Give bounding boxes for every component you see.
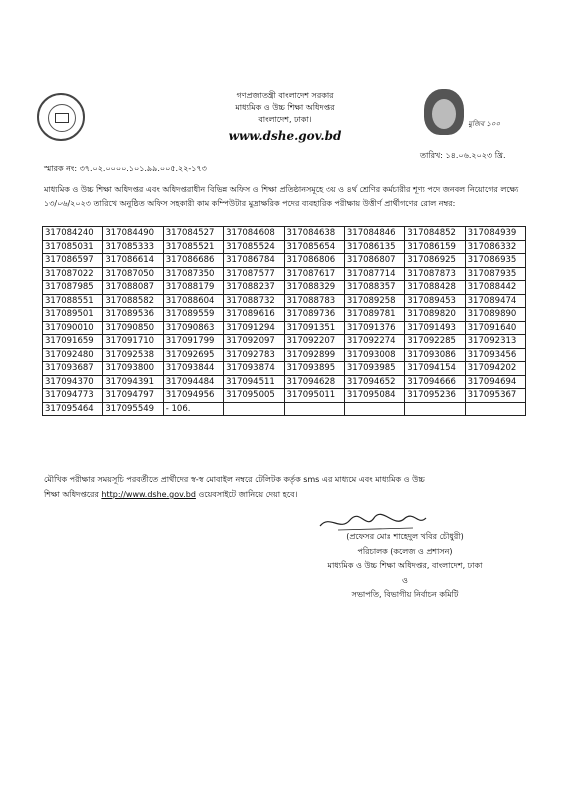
roll-cell: 317092480 bbox=[43, 348, 103, 362]
roll-cell: 317088179 bbox=[163, 281, 223, 295]
roll-cell: 317088329 bbox=[284, 281, 344, 295]
roll-cell: 317094484 bbox=[163, 375, 223, 389]
table-row bbox=[43, 362, 526, 376]
roll-cell: 317094391 bbox=[103, 375, 163, 389]
roll-cell: 317092313 bbox=[465, 335, 525, 349]
roll-cell: 317091799 bbox=[163, 335, 223, 349]
roll-cell: 317092695 bbox=[163, 348, 223, 362]
roll-cell: 317086806 bbox=[284, 254, 344, 268]
table-row bbox=[43, 267, 526, 281]
roll-cell: 317091640 bbox=[465, 321, 525, 335]
roll-cell: 317095236 bbox=[405, 389, 465, 403]
roll-cell: 317089474 bbox=[465, 294, 525, 308]
table-row bbox=[43, 227, 526, 241]
roll-cell: 317091659 bbox=[43, 335, 103, 349]
roll-cell: 317087617 bbox=[284, 267, 344, 281]
roll-cell: 317086159 bbox=[405, 240, 465, 254]
roll-cell: 317090010 bbox=[43, 321, 103, 335]
roll-cell: 317095005 bbox=[224, 389, 284, 403]
roll-cell: 317093800 bbox=[103, 362, 163, 376]
roll-cell: 317091294 bbox=[224, 321, 284, 335]
roll-cell: 317084852 bbox=[405, 227, 465, 241]
footer-text-1b: এর মাধ্যমে এবং মাধ্যমিক ও উচ্চ bbox=[319, 475, 425, 484]
roll-cell: 317093687 bbox=[43, 362, 103, 376]
table-row bbox=[43, 402, 526, 416]
roll-cell: 317091351 bbox=[284, 321, 344, 335]
roll-cell: 317085524 bbox=[224, 240, 284, 254]
roll-cell: 317084240 bbox=[43, 227, 103, 241]
signatory-role: সভাপতি, বিভাগীয় নির্বাচন কমিটি bbox=[351, 590, 459, 599]
roll-cell: 317087714 bbox=[344, 267, 404, 281]
table-row bbox=[43, 335, 526, 349]
roll-cell: 317089559 bbox=[163, 308, 223, 322]
roll-cell: 317088442 bbox=[465, 281, 525, 295]
roll-cell: 317089536 bbox=[103, 308, 163, 322]
roll-cell: 317089616 bbox=[224, 308, 284, 322]
sms-word: sms bbox=[303, 475, 320, 484]
roll-cell: 317088732 bbox=[224, 294, 284, 308]
office-name: মাধ্যমিক ও উচ্চ শিক্ষা অধিদপ্তর bbox=[235, 103, 335, 112]
roll-cell: 317095367 bbox=[465, 389, 525, 403]
roll-cell: 317093895 bbox=[284, 362, 344, 376]
roll-cell: 317086935 bbox=[465, 254, 525, 268]
roll-cell: 317084608 bbox=[224, 227, 284, 241]
roll-cell: 317095084 bbox=[344, 389, 404, 403]
roll-cell: 317095011 bbox=[284, 389, 344, 403]
roll-cell: 317094773 bbox=[43, 389, 103, 403]
table-row bbox=[43, 348, 526, 362]
dshe-logo bbox=[37, 93, 85, 141]
roll-cell: 317086807 bbox=[344, 254, 404, 268]
roll-cell: 317089890 bbox=[465, 308, 525, 322]
roll-cell bbox=[465, 402, 525, 416]
roll-cell: 317087022 bbox=[43, 267, 103, 281]
roll-cell: 317086925 bbox=[405, 254, 465, 268]
table-row bbox=[43, 240, 526, 254]
memo-number: স্মারক নং: ৩৭.০২.০০০০.১০১.৯৯.০০৫.২২-১৭৩ bbox=[44, 164, 207, 173]
roll-cell: 317086332 bbox=[465, 240, 525, 254]
roll-cell: 317094694 bbox=[465, 375, 525, 389]
footer-text-2b: ওয়েবসাইটে জানিয়ে দেয়া হবে। bbox=[195, 490, 298, 499]
signatory-block bbox=[270, 530, 540, 603]
table-row bbox=[43, 308, 526, 322]
roll-cell: 317088428 bbox=[405, 281, 465, 295]
roll-cell: 317088357 bbox=[344, 281, 404, 295]
signatory-org: মাধ্যমিক ও উচ্চ শিক্ষা অধিদপ্তর, বাংলাদেশ, ঢাকা bbox=[327, 561, 483, 570]
roll-cell: 317084939 bbox=[465, 227, 525, 241]
roll-cell: 317085654 bbox=[284, 240, 344, 254]
roll-number-table bbox=[42, 226, 526, 416]
roll-cell: 317095549 bbox=[103, 402, 163, 416]
roll-cell: 317087577 bbox=[224, 267, 284, 281]
signatory-title: পরিচালক (কলেজ ও প্রশাসন) bbox=[357, 546, 453, 556]
footer-text-2a: শিক্ষা অধিদপ্তরের bbox=[44, 490, 102, 499]
roll-cell: 317085031 bbox=[43, 240, 103, 254]
signatory-name: (প্রফেসর মোঃ শাহেদুল খবির চৌধুরী) bbox=[346, 532, 464, 541]
roll-cell: 317085521 bbox=[163, 240, 223, 254]
roll-cell: 317090863 bbox=[163, 321, 223, 335]
table-row bbox=[43, 294, 526, 308]
roll-cell: 317092899 bbox=[284, 348, 344, 362]
roll-cell: 317091493 bbox=[405, 321, 465, 335]
mujib-portrait-logo bbox=[410, 87, 502, 157]
roll-cell: 317088783 bbox=[284, 294, 344, 308]
roll-cell: 317088604 bbox=[163, 294, 223, 308]
letterhead bbox=[170, 90, 400, 144]
roll-cell: 317089820 bbox=[405, 308, 465, 322]
roll-cell bbox=[284, 402, 344, 416]
roll-cell: 317093844 bbox=[163, 362, 223, 376]
roll-cell: 317094511 bbox=[224, 375, 284, 389]
table-row bbox=[43, 389, 526, 403]
roll-cell: 317094956 bbox=[163, 389, 223, 403]
roll-cell: 317086614 bbox=[103, 254, 163, 268]
roll-cell: 317094628 bbox=[284, 375, 344, 389]
roll-cell: 317090850 bbox=[103, 321, 163, 335]
roll-cell: 317086597 bbox=[43, 254, 103, 268]
roll-cell: 317092783 bbox=[224, 348, 284, 362]
table-row bbox=[43, 254, 526, 268]
roll-cell: 317084846 bbox=[344, 227, 404, 241]
roll-cell: 317088237 bbox=[224, 281, 284, 295]
roll-cell: 317092207 bbox=[284, 335, 344, 349]
roll-cell: 317087985 bbox=[43, 281, 103, 295]
roll-cell: 317094370 bbox=[43, 375, 103, 389]
roll-cell: 317092274 bbox=[344, 335, 404, 349]
roll-cell: 317084527 bbox=[163, 227, 223, 241]
roll-cell: 317093086 bbox=[405, 348, 465, 362]
roll-cell: 317092538 bbox=[103, 348, 163, 362]
roll-cell: 317084638 bbox=[284, 227, 344, 241]
roll-cell: 317089258 bbox=[344, 294, 404, 308]
roll-cell: 317093456 bbox=[465, 348, 525, 362]
footer-note bbox=[44, 472, 534, 502]
dshe-link[interactable]: http://www.dshe.gov.bd bbox=[101, 490, 196, 499]
roll-cell: 317093985 bbox=[344, 362, 404, 376]
roll-cell: 317094154 bbox=[405, 362, 465, 376]
roll-cell: 317087935 bbox=[465, 267, 525, 281]
roll-cell: 317088551 bbox=[43, 294, 103, 308]
roll-cell: 317089781 bbox=[344, 308, 404, 322]
roll-cell: 317087050 bbox=[103, 267, 163, 281]
roll-cell: 317094202 bbox=[465, 362, 525, 376]
website[interactable]: www.dshe.gov.bd bbox=[228, 129, 342, 143]
issue-date: তারিখ: ১৪.০৬.২০২৩ খ্রি. bbox=[420, 151, 506, 160]
roll-cell: - 106. bbox=[163, 402, 223, 416]
table-row bbox=[43, 321, 526, 335]
footer-text-1a: মৌখিক পরীক্ষার সময়সূচি পরবর্তীতে প্রার্থীদের স্ব-স্ব মোবাইল নম্বরে টেলিটক কর্তৃক bbox=[44, 475, 304, 484]
roll-cell: 317084490 bbox=[103, 227, 163, 241]
roll-cell: 317089736 bbox=[284, 308, 344, 322]
roll-cell: 317086784 bbox=[224, 254, 284, 268]
office-location: বাংলাদেশ, ঢাকা। bbox=[258, 115, 312, 124]
roll-cell: 317088087 bbox=[103, 281, 163, 295]
roll-cell: 317088582 bbox=[103, 294, 163, 308]
roll-cell bbox=[405, 402, 465, 416]
roll-cell: 317091710 bbox=[103, 335, 163, 349]
roll-cell: 317087350 bbox=[163, 267, 223, 281]
roll-cell: 317085333 bbox=[103, 240, 163, 254]
notice-paragraph: মাধ্যমিক ও উচ্চ শিক্ষা অধিদপ্তর এবং অধিদপ্তরাধীন বিভিন্ন অফিস ও শিক্ষা প্রতিষ্ঠানসমূহে ৩য় ও ৪র্থ শ্রেণির কর্মচারীর শূণ্য পদে জনবল নিয়োগের লক্ষ্যে ১৩/০৬/২০২৩ তারিখে অনুষ্ঠিত অফিস সহকারী কাম কম্পিউটার মুদ্রাক্ষরিক পদের ব্যবহারিক পরীক্ষায় উত্তীর্ণ প্রার্থীগণের রোল নম্বর: bbox=[44, 185, 519, 208]
roll-cell: 317095464 bbox=[43, 402, 103, 416]
signatory-conj: ও bbox=[402, 575, 408, 585]
mujib100-caption: মুজিব ১০০ bbox=[468, 120, 500, 128]
roll-cell: 317093008 bbox=[344, 348, 404, 362]
roll-cell: 317094652 bbox=[344, 375, 404, 389]
roll-cell: 317087873 bbox=[405, 267, 465, 281]
roll-cell: 317094666 bbox=[405, 375, 465, 389]
roll-cell: 317089453 bbox=[405, 294, 465, 308]
roll-cell: 317092285 bbox=[405, 335, 465, 349]
table-row bbox=[43, 281, 526, 295]
roll-cell: 317086686 bbox=[163, 254, 223, 268]
roll-cell bbox=[344, 402, 404, 416]
roll-cell: 317094797 bbox=[103, 389, 163, 403]
roll-cell: 317092097 bbox=[224, 335, 284, 349]
book-icon bbox=[55, 113, 69, 123]
roll-cell: 317089501 bbox=[43, 308, 103, 322]
roll-cell: 317086135 bbox=[344, 240, 404, 254]
govt-name: গণপ্রজাতন্ত্রী বাংলাদেশ সরকার bbox=[236, 91, 334, 100]
roll-cell bbox=[224, 402, 284, 416]
table-row bbox=[43, 375, 526, 389]
roll-cell: 317093874 bbox=[224, 362, 284, 376]
roll-cell: 317091376 bbox=[344, 321, 404, 335]
